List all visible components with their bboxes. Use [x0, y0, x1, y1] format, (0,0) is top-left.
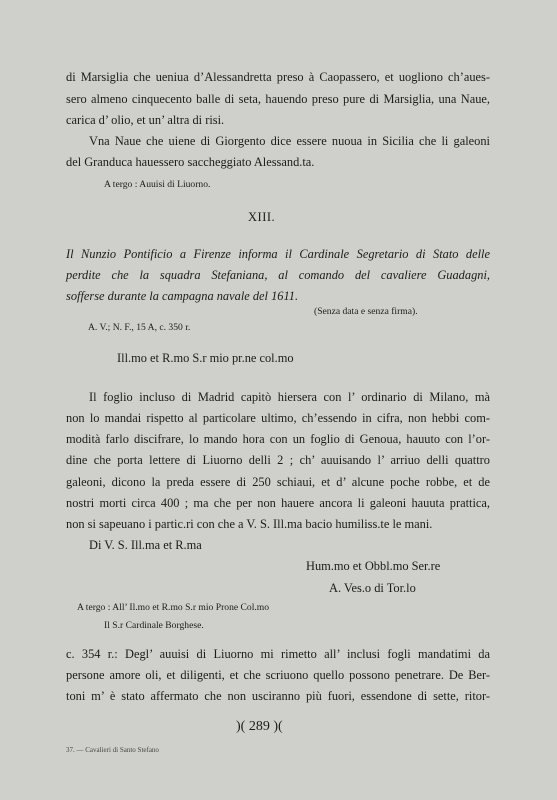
body-line: non lo mandai rispetto al particolare ultimo, ch’essendo in cifra, non hebbi com-	[66, 411, 490, 425]
body-line: non si sapeuano i partic.ri con che a V. S. Ill.ma bacio humiliss.te le mani.	[66, 517, 433, 531]
a-tergo-address: A tergo : All’ Il.mo et R.mo S.r mio Prone Col.mo	[77, 602, 270, 613]
summary-line: Il Nunzio Pontificio a Firenze informa il Cardinale Segretario di Stato delle	[66, 247, 490, 261]
source-reference: A. V.; N. F., 15 A, c. 350 r.	[88, 322, 191, 333]
text-line: toni m’ è stato affermato che non usciranno più fuori, essendone di sette, ritor-	[66, 689, 490, 703]
text-line: carica d’ olio, et un’ altra di risi.	[66, 113, 225, 127]
closing-line: Di V. S. Ill.ma et R.ma	[89, 538, 202, 552]
salutation: Ill.mo et R.mo S.r mio pr.ne col.mo	[117, 351, 294, 365]
body-line: dine che porta lettere di Liuorno delli 2 ; ch’ auuisando l’ arriuo delli quattro	[66, 453, 490, 467]
text-line: sero almeno cinquecento balle di seta, hauendo preso pure di Marsiglia, una Naue,	[66, 92, 490, 106]
text-line: di Marsiglia che ueniua d’Alessandretta preso à Caopassero, et uogliono ch’aues-	[66, 70, 490, 84]
summary-line: perdite che la squadra Stefaniana, al comando del cavaliere Guadagni,	[66, 268, 490, 282]
date-note: (Senza data e senza firma).	[314, 306, 418, 317]
a-tergo-address: Il S.r Cardinale Borghese.	[104, 620, 204, 631]
text-line: c. 354 r.: Degl’ auuisi di Liuorno mi rimetto all’ inclusi fogli mandatimi da	[66, 647, 490, 661]
body-line: modità farlo discifrare, lo mando hora con un foglio di Genoua, hauuto con l’or-	[66, 432, 490, 446]
text-line: del Granduca hauessero saccheggiato Alessand.ta.	[66, 155, 315, 169]
signature-line: Hum.mo et Obbl.mo Ser.re	[306, 559, 441, 573]
page-number: )( 289 )(	[236, 719, 283, 734]
text-line: persone amore oli, et diligenti, et che scriuono quello possono penetrare. De Ber-	[66, 668, 490, 682]
body-line: galeoni, dicono la preda essere di 250 schiaui, et d’ alcune poche robbe, et de	[66, 475, 490, 489]
body-line: nostri morti circa 400 ; ma che per non hauere ancora li galeoni hauuta prattica,	[66, 496, 490, 510]
signature-line: A. Ves.o di Tor.lo	[329, 581, 416, 595]
body-line: Il foglio incluso di Madrid capitò hiersera con l’ ordinario di Milano, mà	[89, 390, 490, 404]
a-tergo-note: A tergo : Auuisi di Liuorno.	[104, 179, 211, 190]
section-number: XIII.	[248, 210, 276, 224]
summary-line: sofferse durante la campagna navale del 1611.	[66, 289, 299, 303]
footer-note: 37. — Cavalieri di Santo Stefano	[66, 746, 159, 754]
text-line: Vna Naue che uiene di Giorgento dice essere nuoua in Sicilia che li galeoni	[89, 134, 490, 148]
